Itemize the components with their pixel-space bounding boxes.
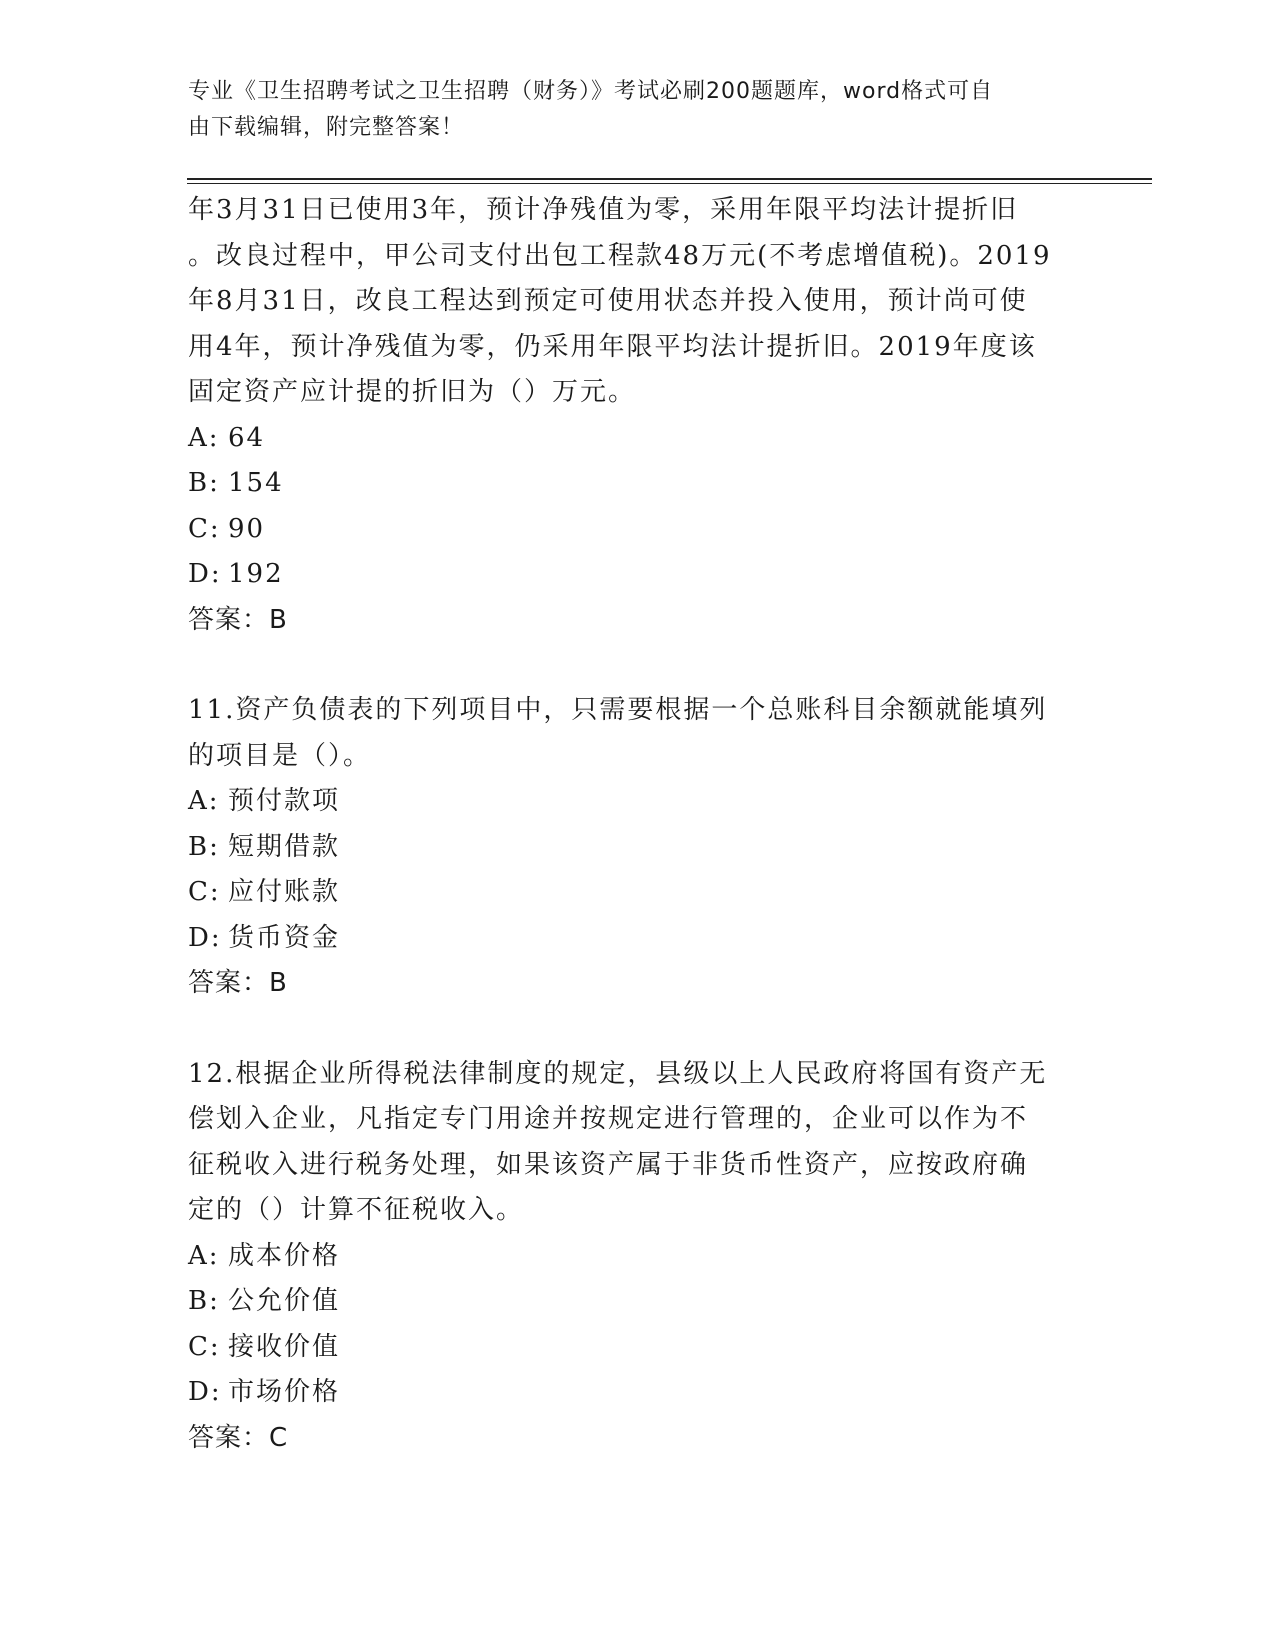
option-a (188, 1234, 1088, 1280)
option-list (188, 416, 1088, 598)
option-text: 市场价格 (228, 1377, 341, 1407)
option-text: 64 (228, 422, 266, 453)
option-letter: D: (188, 1377, 222, 1407)
option-letter: D: (188, 559, 222, 589)
stem-line: 用4年，预计净残值为零，仍采用年限平均法计提折旧。2019年度该 (188, 331, 1037, 362)
option-text: 接收价值 (228, 1331, 341, 1362)
option-text: 192 (228, 559, 284, 589)
option-text: 154 (228, 468, 284, 498)
header-divider (187, 178, 1152, 184)
answer-line: 答案：B (188, 968, 288, 998)
answer-line: 答案：B (188, 604, 288, 635)
stem-line: 12.根据企业所得税法律制度的规定，县级以上人民政府将国有资产无 (188, 1058, 1048, 1089)
question-stem (188, 688, 1088, 779)
stem-line: 11.资产负债表的下列项目中，只需要根据一个总账科目余额就能填列 (188, 695, 1048, 725)
question-stem (188, 188, 1088, 416)
option-letter: B: (188, 1286, 220, 1316)
page-header (188, 74, 1078, 146)
stem-line: 定的（）计算不征税收入。 (188, 1195, 525, 1225)
option-text: 成本价格 (228, 1240, 341, 1271)
stem-line: 。改良过程中，甲公司支付出包工程款48万元(不考虑增值税)。2019 (188, 240, 1052, 271)
header-line-2: 由下载编辑，附完整答案！ (188, 115, 465, 140)
stem-line: 固定资产应计提的折旧为（）万元。 (188, 377, 637, 407)
option-list (188, 779, 1088, 961)
option-c (188, 1325, 1088, 1371)
option-text: 公允价值 (228, 1286, 341, 1316)
question-item (188, 188, 1088, 643)
option-letter: D: (188, 922, 222, 953)
option-letter: B: (188, 831, 220, 862)
option-a (188, 416, 1088, 462)
question-stem (188, 1052, 1088, 1234)
stem-line: 的项目是（）。 (188, 740, 372, 771)
option-text: 应付账款 (228, 877, 341, 907)
questions-content (188, 188, 1088, 1461)
header-line-1: 专业《卫生招聘考试之卫生招聘（财务）》考试必刷200题题库，word格式可自 (188, 79, 994, 104)
stem-line: 年3月31日已使用3年，预计净残值为零，采用年限平均法计提折旧 (188, 195, 1019, 225)
option-b (188, 461, 1088, 507)
option-letter: A: (188, 422, 220, 453)
option-b (188, 825, 1088, 871)
option-text: 短期借款 (228, 831, 341, 862)
option-letter: B: (188, 468, 220, 498)
option-a (188, 779, 1088, 825)
answer-line: 答案：C (188, 1422, 289, 1453)
option-text: 预付款项 (228, 786, 341, 816)
option-list (188, 1234, 1088, 1416)
option-letter: C: (188, 1331, 221, 1362)
question-item (188, 1052, 1088, 1462)
option-d (188, 1370, 1088, 1416)
option-letter: A: (188, 786, 220, 816)
option-d (188, 916, 1088, 962)
question-item (188, 688, 1088, 1007)
option-b (188, 1279, 1088, 1325)
option-letter: C: (188, 513, 221, 544)
option-text: 90 (228, 513, 266, 544)
option-c (188, 507, 1088, 553)
option-text: 货币资金 (228, 922, 341, 953)
option-d (188, 552, 1088, 598)
stem-line: 偿划入企业，凡指定专门用途并按规定进行管理的，企业可以作为不 (188, 1104, 1029, 1134)
option-letter: A: (188, 1240, 220, 1271)
option-letter: C: (188, 877, 221, 907)
stem-line: 年8月31日，改良工程达到预定可使用状态并投入使用，预计尚可使 (188, 286, 1028, 316)
option-c (188, 870, 1088, 916)
stem-line: 征税收入进行税务处理，如果该资产属于非货币性资产，应按政府确 (188, 1149, 1029, 1180)
